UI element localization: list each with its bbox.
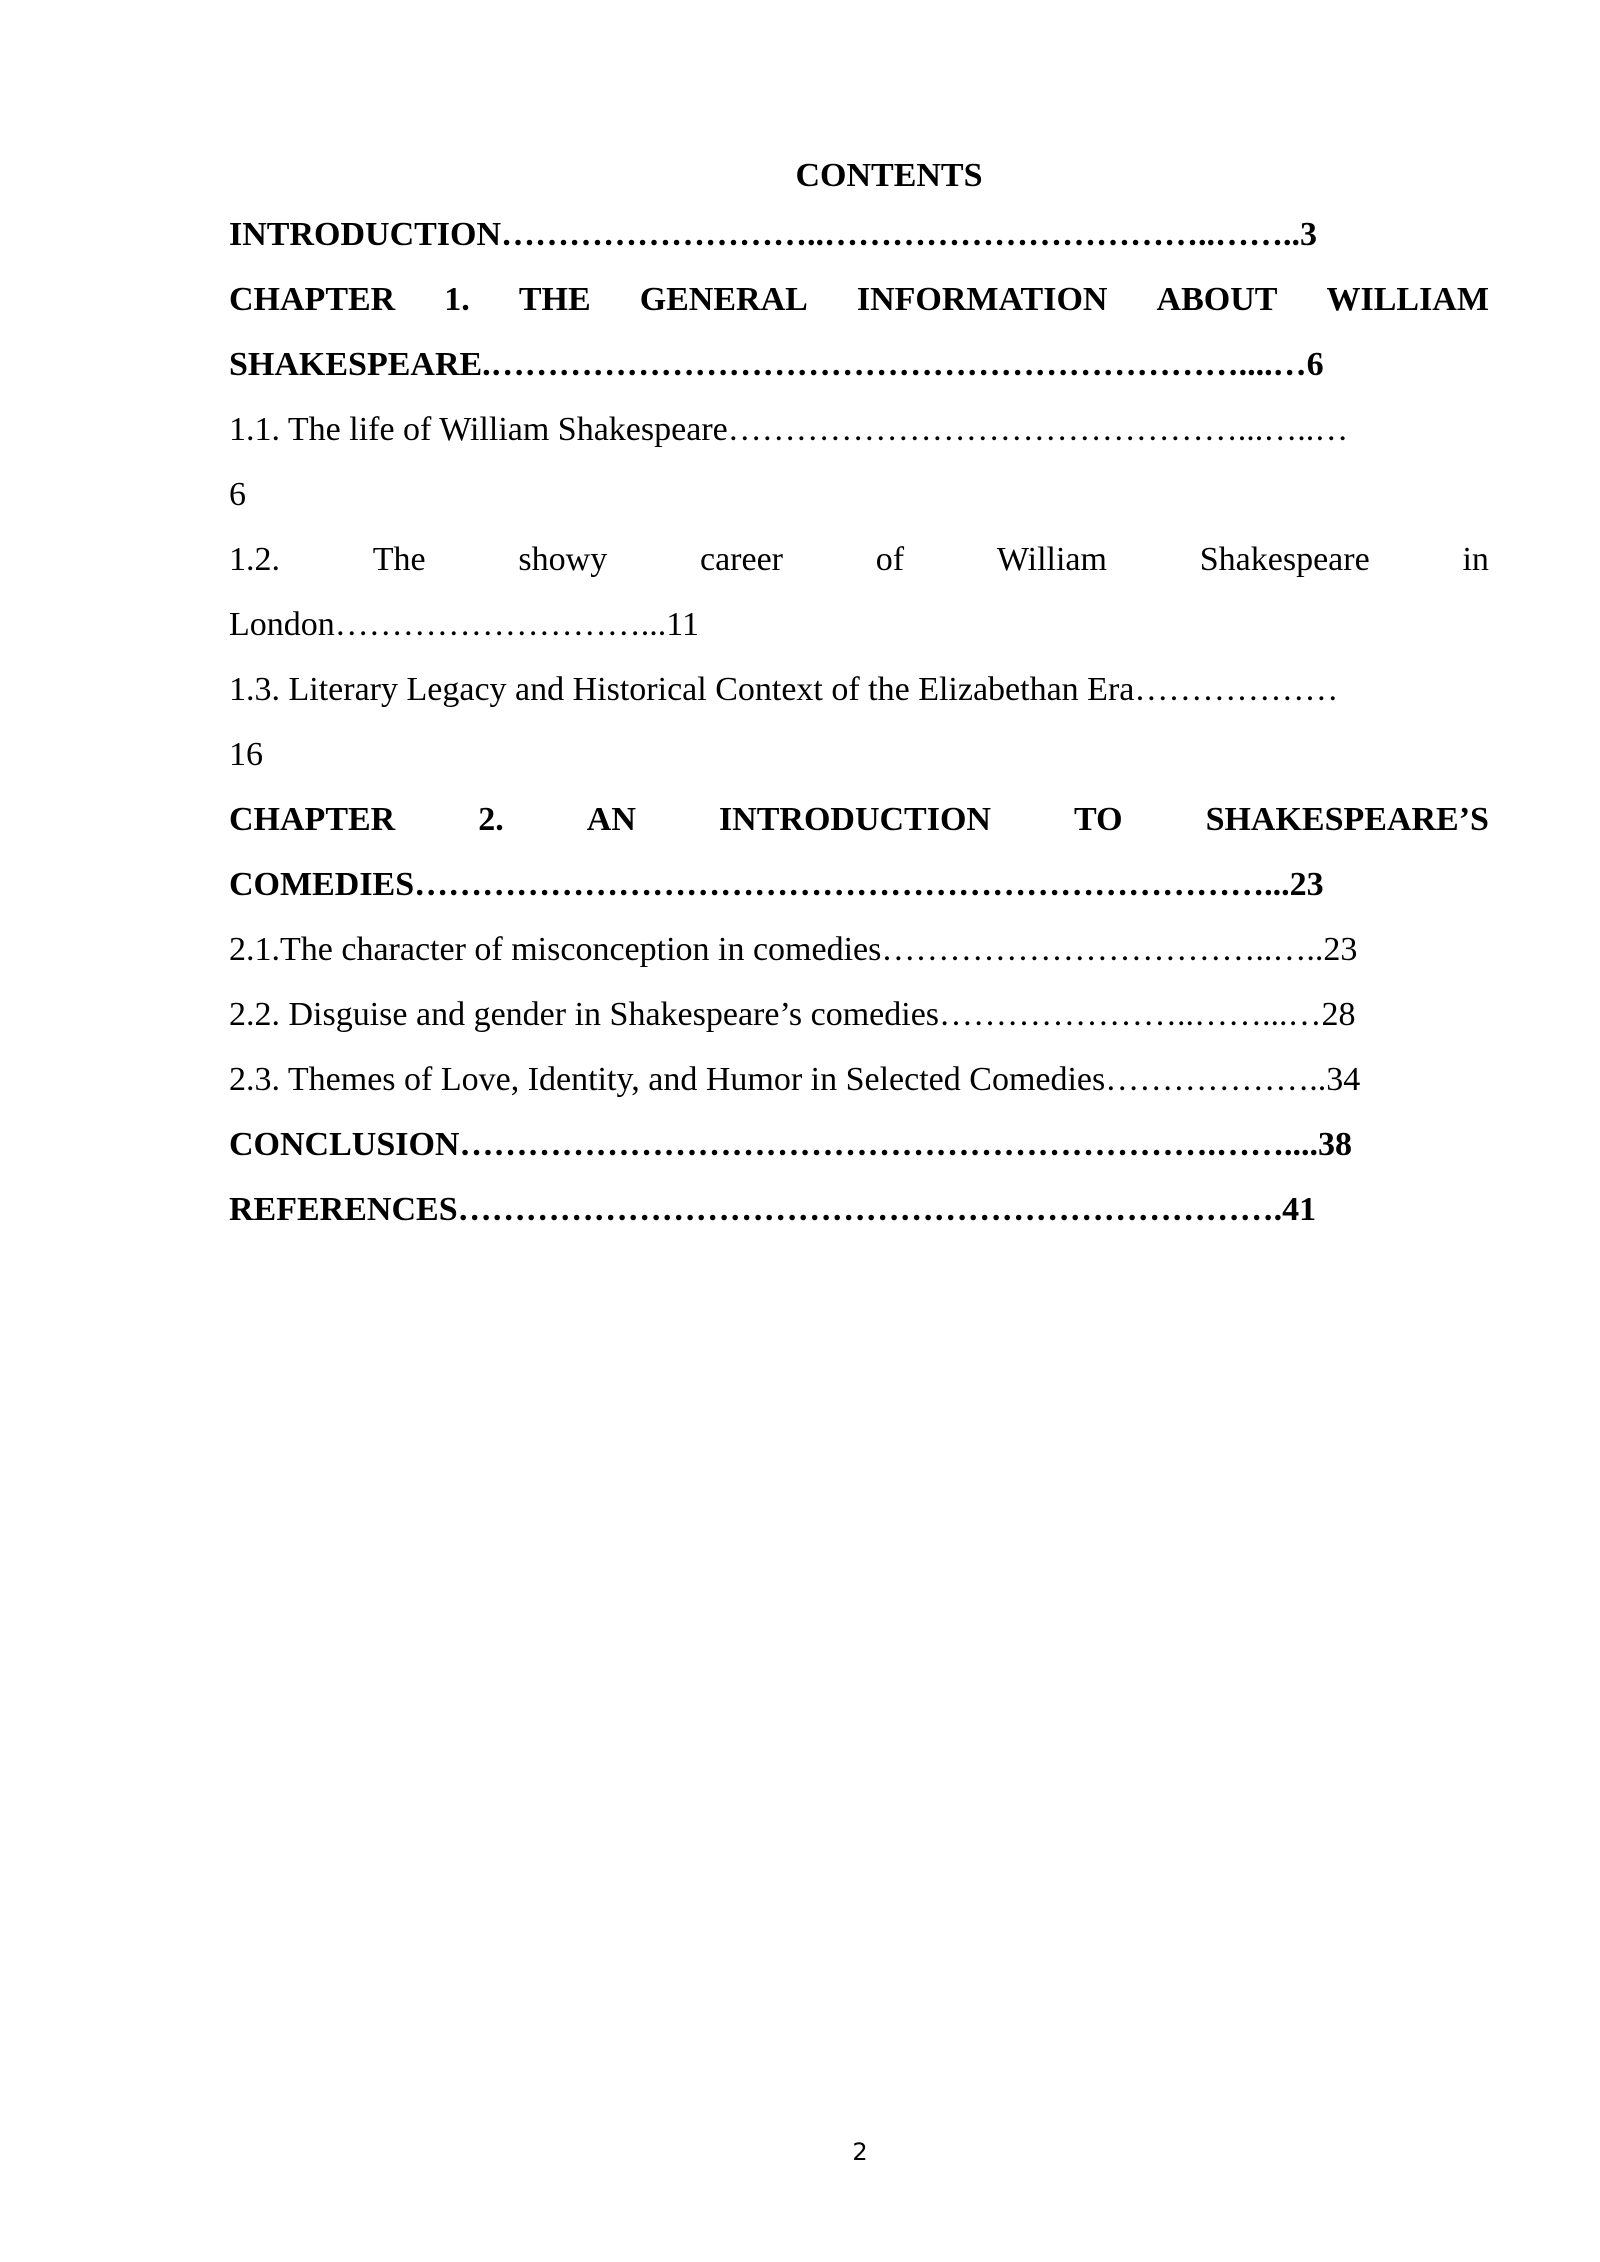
toc-word: 1. — [444, 281, 470, 318]
toc-word: showy — [518, 541, 608, 578]
toc-entry-conclusion: CONCLUSION………………………………………………………….……....38 — [229, 1126, 1352, 1163]
toc-entry-section-2-1: 2.1.The character of misconception in comedies……………………………..…..23 — [229, 931, 1358, 968]
toc-entry-section-1-3: 1.3. Literary Legacy and Historical Context of the Elizabethan Era……………… — [229, 671, 1339, 708]
toc-word: THE — [518, 281, 591, 318]
toc-word: Shakespeare — [1199, 541, 1370, 578]
contents-heading: CONTENTS — [795, 157, 983, 194]
toc-entry-section-1-2-continued: London………………………...11 — [229, 606, 700, 643]
toc-word: AN — [586, 801, 636, 838]
toc-entry-chapter-1 — [229, 267, 1489, 332]
toc-word: WILLIAM — [1326, 281, 1489, 318]
toc-word: 1.2. — [229, 541, 280, 578]
toc-entry-chapter-1-continued: SHAKESPEARE.…………………………………………………………....…6 — [229, 346, 1324, 383]
toc-entry-references: REFERENCES……………………………………………………………….41 — [229, 1191, 1317, 1228]
toc-word: William — [996, 541, 1107, 578]
toc-word: career — [700, 541, 784, 578]
toc-word: of — [875, 541, 905, 578]
toc-word: INFORMATION — [856, 281, 1108, 318]
toc-word: 2. — [478, 801, 504, 838]
toc-word: CHAPTER — [229, 801, 396, 838]
toc-entry-introduction: INTRODUCTION………………………..……………………………..……..3 — [229, 216, 1318, 253]
toc-word: INTRODUCTION — [718, 801, 991, 838]
toc-entry-chapter-2 — [229, 787, 1489, 852]
toc-word: GENERAL — [639, 281, 808, 318]
page-number: 2 — [852, 2138, 868, 2166]
toc-entry-section-2-2: 2.2. Disguise and gender in Shakespeare’s comedies…………………..……...…28 — [229, 996, 1356, 1033]
toc-word: The — [372, 541, 426, 578]
toc-word: SHAKESPEARE’S — [1205, 801, 1489, 838]
toc-word: CHAPTER — [229, 281, 396, 318]
toc-entry-section-1-2 — [229, 527, 1489, 592]
toc-word: in — [1462, 541, 1489, 578]
toc-entry-section-2-3: 2.3. Themes of Love, Identity, and Humor in Selected Comedies………………..34 — [229, 1061, 1361, 1098]
toc-word: ABOUT — [1156, 281, 1278, 318]
table-of-contents — [229, 150, 1489, 1242]
toc-entry-section-1-1: 1.1. The life of William Shakespeare………………………………………...…..… — [229, 411, 1349, 448]
toc-word: TO — [1074, 801, 1123, 838]
toc-entry-chapter-2-continued: COMEDIES…………………………………………………………………...23 — [229, 866, 1324, 903]
toc-entry-section-1-1-page: 6 — [229, 476, 246, 513]
toc-entry-section-1-3-page: 16 — [229, 736, 263, 773]
